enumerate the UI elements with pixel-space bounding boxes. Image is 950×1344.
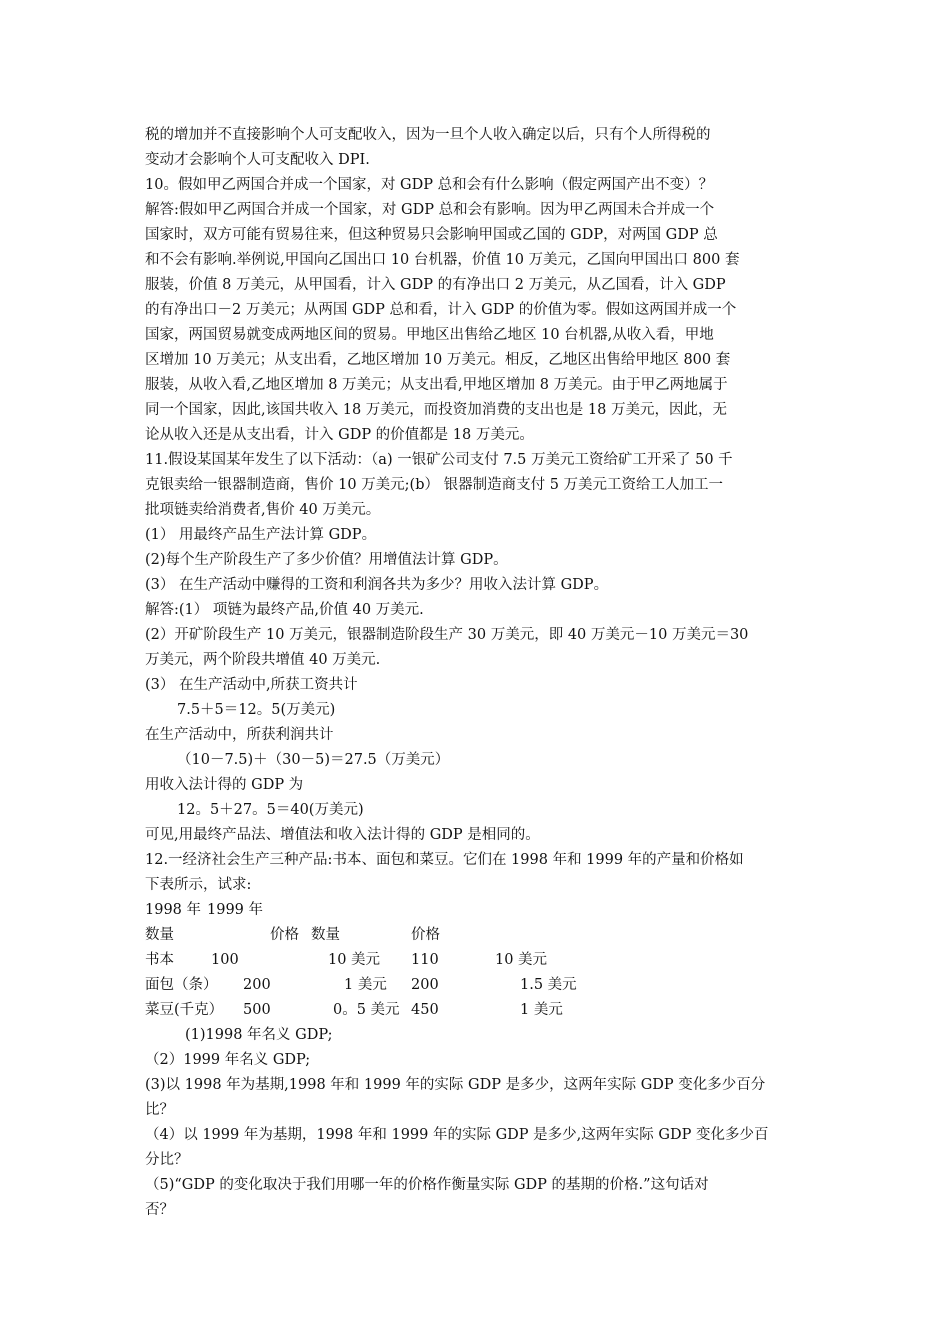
text-line: （5)“GDP 的变化取决于我们用哪一年的价格作衡量实际 GDP 的基期的价格.”这句话对 [145,1177,709,1193]
header-quantity-1999: 数量 [311,927,340,943]
text-block-bottom [145,1048,810,1223]
text-line: 变动才会影响个人可支配收入 DPI. [145,152,370,168]
text-line: 的有净出口－2 万美元；从两国 GDP 总和看，计入 GDP 的价值为零。假如这两国并成一个 [145,302,737,318]
text-line: 同一个国家，因此,该国共收入 18 万美元，而投资加消费的支出也是 18 万美元，因此，无 [145,402,727,418]
table-row [145,948,810,973]
text-line: 否？ [145,1202,174,1218]
text-line: 11.假设某国某年发生了以下活动：（a) 一银矿公司支付 7.5 万美元工资给矿工开采了 50 千 [145,452,733,468]
question-1: (1)1998 年名义 GDP; [185,1027,333,1043]
profit-calculation: （10－7.5)＋（30－5)＝27.5（万美元） [177,752,450,768]
text-line: 国家，两国贸易就变成两地区间的贸易。甲地区出售给乙地区 10 台机器,从收入看，甲地 [145,327,714,343]
price-1998: 10 美元 [328,952,381,968]
text-line: 区增加 10 万美元；从支出看，乙地区增加 10 万美元。相反，乙地区出售给甲地区 800 套 [145,352,731,368]
table-row [145,973,810,998]
year-1998: 1998 年 [145,902,202,918]
text-block-top [145,123,810,698]
text-line: 服装，价值 8 万美元，从甲国看，计入 GDP 的有净出口 2 万美元，从乙国看，计入 GDP [145,277,726,293]
text-line: 解答:假如甲乙两国合并成一个国家，对 GDP 总和会有影响。因为甲乙两国未合并成一个 [145,202,715,218]
text-line: 克银卖给一银器制造商，售价 10 万美元;(b） 银器制造商支付 5 万美元工资给工人加工一 [145,477,724,493]
price-1999: 1.5 美元 [520,977,577,993]
text-line: 比？ [145,1102,174,1118]
text-line: (3） 在生产活动中赚得的工资和利润各共为多少？用收入法计算 GDP。 [145,577,609,593]
document-page [145,123,810,1223]
header-price-1999: 价格 [411,927,440,943]
table-year-row [145,898,810,923]
item-name: 面包（条） [145,977,218,993]
quantity-1998: 500 [243,1002,271,1018]
price-1999: 10 美元 [495,952,548,968]
item-name: 书本 [145,952,174,968]
header-price-1998: 价格 [270,927,299,943]
quantity-1998: 200 [243,977,271,993]
text-line: 国家时，双方可能有贸易往来，但这种贸易只会影响甲国或乙国的 GDP，对两国 GDP 总 [145,227,718,243]
text-line: 可见,用最终产品法、增值法和收入法计得的 GDP 是相同的。 [145,827,540,843]
quantity-1999: 110 [411,952,439,968]
wage-calculation: 7.5＋5＝12。5(万美元) [177,702,336,718]
table-header-row [145,923,810,948]
income-intro: 用收入法计得的 GDP 为 [145,777,304,793]
price-1999: 1 美元 [520,1002,563,1018]
text-line: (3)以 1998 年为基期,1998 年和 1999 年的实际 GDP 是多少，这两年实际 GDP 变化多少百分 [145,1077,766,1093]
text-block-mid [145,823,810,898]
text-line: 批项链卖给消费者,售价 40 万美元。 [145,502,381,518]
text-line: (1） 用最终产品生产法计算 GDP。 [145,527,377,543]
text-line: （4）以 1999 年为基期，1998 年和 1999 年的实际 GDP 是多少,这两年实际 GDP 变化多少百 [145,1127,769,1143]
text-line: 解答:(1） 项链为最终产品,价值 40 万美元. [145,602,424,618]
profit-intro: 在生产活动中，所获利润共计 [145,727,334,743]
text-line: (2)每个生产阶段生产了多少价值？用增值法计算 GDP。 [145,552,508,568]
text-line: (2）开矿阶段生产 10 万美元，银器制造阶段生产 30 万美元，即 40 万美元－10 万美元＝30 [145,627,749,643]
text-line: 10。假如甲乙两国合并成一个国家，对 GDP 总和会有什么影响（假定两国产出不变）？ [145,177,714,193]
income-calculation: 12。5＋27。5＝40(万美元) [177,802,364,818]
text-line: 12.一经济社会生产三种产品:书本、面包和菜豆。它们在 1998 年和 1999 年的产量和价格如 [145,852,744,868]
text-line: 税的增加并不直接影响个人可支配收入，因为一旦个人收入确定以后，只有个人所得税的 [145,127,711,143]
header-quantity-1998: 数量 [145,927,174,943]
text-line: 服装，从收入看,乙地区增加 8 万美元；从支出看,甲地区增加 8 万美元。由于甲乙两地属于 [145,377,728,393]
item-name: 菜豆(千克） [145,1002,224,1018]
text-line: 万美元，两个阶段共增值 40 万美元. [145,652,381,668]
price-1998: 1 美元 [344,977,387,993]
text-line: 分比？ [145,1152,189,1168]
table-row [145,998,810,1023]
price-1998: 0。5 美元 [333,1002,400,1018]
quantity-1999: 450 [411,1002,439,1018]
text-line: 论从收入还是从支出看，计入 GDP 的价值都是 18 万美元。 [145,427,534,443]
quantity-1999: 200 [411,977,439,993]
text-line: （2）1999 年名义 GDP; [145,1052,311,1068]
quantity-1998: 100 [211,952,239,968]
text-line: 下表所示，试求: [145,877,252,893]
text-line: (3） 在生产活动中,所获工资共计 [145,677,358,693]
text-line: 和不会有影响.举例说,甲国向乙国出口 10 台机器，价值 10 万美元，乙国向甲国出口 800 套 [145,252,740,268]
year-1999: 1999 年 [207,902,264,918]
